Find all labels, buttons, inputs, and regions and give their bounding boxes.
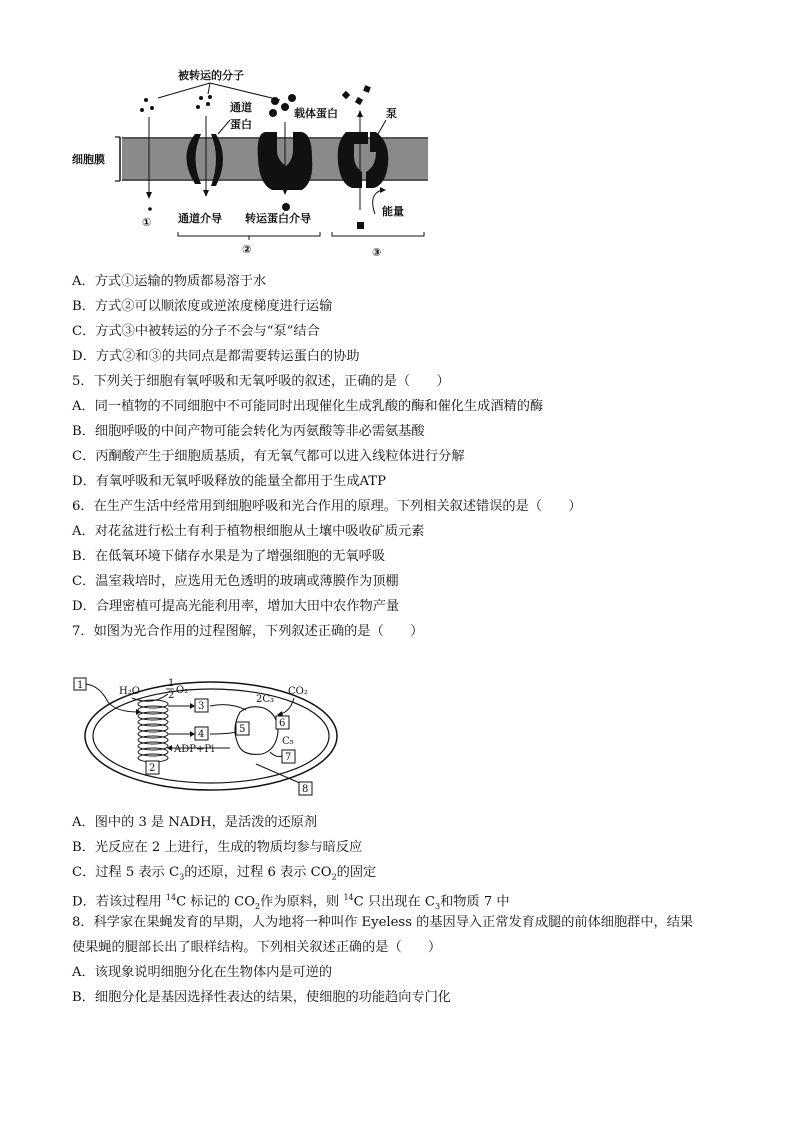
box-6: 6 bbox=[279, 718, 286, 729]
q7-option-b: B．光反应在 2 上进行，生成的物质均参与暗反应 bbox=[72, 840, 363, 855]
channel-mediated-label: 通道介导 bbox=[178, 212, 222, 225]
q6-option-d: D．合理密植可提高光能利用率，增加大田中农作物产量 bbox=[72, 599, 400, 614]
box-2: 2 bbox=[149, 763, 156, 774]
box-7: 7 bbox=[285, 752, 292, 763]
carrier-protein-label: 载体蛋白 bbox=[294, 107, 338, 120]
q4-option-d: D．方式②和③的共同点是都需要转运蛋白的协助 bbox=[72, 349, 360, 364]
q7-option-c: C．过程 5 表示 $C_3$的还原，过程 6 表示 $CO_2$的固定 bbox=[72, 865, 377, 882]
carrier-mediated-label: 转运蛋白介导 bbox=[245, 212, 311, 225]
co2-label: CO₂ bbox=[288, 686, 308, 697]
q8-stem-line1: 8．科学家在果蝇发育的早期，人为地将一种叫作 Eyeless 的基因导入正常发育成腿的前体细胞群中，结果 bbox=[72, 915, 694, 930]
channel-protein-label-1: 通道 bbox=[230, 101, 252, 114]
channel-protein-label-2: 蛋白 bbox=[230, 118, 252, 131]
q6-stem: 6．在生产生活中经常用到细胞呼吸和光合作用的原理。下列相关叙述错误的是（ ） bbox=[72, 499, 582, 514]
c3-label: 2C₃ bbox=[256, 694, 275, 705]
transported-molecule-label: 被转运的分子 bbox=[178, 69, 244, 82]
box-4: 4 bbox=[198, 729, 205, 740]
box-5: 5 bbox=[239, 724, 246, 735]
half-numerator: 1 bbox=[168, 678, 175, 689]
q4-option-b: B．方式②可以顺浓度或逆浓度梯度进行运输 bbox=[72, 299, 333, 314]
grana-stack bbox=[138, 700, 168, 762]
energy-label: 能量 bbox=[382, 205, 404, 218]
q5-stem: 5．下列关于细胞有氧呼吸和无氧呼吸的叙述，正确的是（ ） bbox=[72, 374, 450, 389]
q7-option-d: D．若该过程用 $^{14}$C 标记的 $CO_2$作为原料，则 $^{14}$C 只出现在 $C_3$和物质 7 中 bbox=[72, 893, 510, 912]
q6-option-a: A．对花盆进行松土有利于植物根细胞从土壤中吸收矿质元素 bbox=[72, 524, 425, 539]
photosynthesis-figure bbox=[70, 672, 340, 802]
q4-option-c: C．方式③中被转运的分子不会与“泵”结合 bbox=[72, 324, 320, 339]
q8-option-a: A．该现象说明细胞分化在生物体内是可逆的 bbox=[72, 965, 333, 980]
q7-option-a: A．图中的 3 是 NADH，是活泼的还原剂 bbox=[72, 815, 318, 830]
q5-option-c: C．丙酮酸产生于细胞质基质，有无氧气都可以进入线粒体进行分解 bbox=[72, 449, 465, 464]
q5-option-b: B．细胞呼吸的中间产物可能会转化为丙氨酸等非必需氨基酸 bbox=[72, 424, 425, 439]
box-1: 1 bbox=[77, 680, 84, 691]
q8-stem-line2: 使果蝇的腿部长出了眼样结构。下列相关叙述正确的是（ ） bbox=[72, 940, 442, 955]
q4-option-a: A．方式①运输的物质都易溶于水 bbox=[72, 274, 267, 289]
q5-option-d: D．有氧呼吸和无氧呼吸释放的能量全都用于生成ATP bbox=[72, 474, 386, 489]
box-8: 8 bbox=[302, 784, 309, 795]
adp-pi-label: ADP+Pi bbox=[174, 744, 215, 755]
mode2-label: ② bbox=[242, 243, 252, 256]
membrane-transport-figure bbox=[70, 62, 432, 260]
half-denominator: 2 bbox=[168, 690, 175, 701]
mode1-label: ① bbox=[142, 216, 152, 229]
q6-option-c: C．温室栽培时，应选用无色透明的玻璃或薄膜作为顶棚 bbox=[72, 574, 399, 589]
membrane-label: 细胞膜 bbox=[72, 153, 105, 166]
h2o-label: H₂O bbox=[119, 686, 140, 697]
q5-option-a: A．同一植物的不同细胞中不可能同时出现催化生成乳酸的酶和催化生成酒精的酶 bbox=[72, 399, 544, 414]
mode3-label: ③ bbox=[372, 246, 382, 259]
q7-stem: 7．如图为光合作用的过程图解，下列叙述正确的是（ ） bbox=[72, 624, 424, 639]
q6-option-b: B．在低氧环境下储存水果是为了增强细胞的无氧呼吸 bbox=[72, 549, 386, 564]
q8-option-b: B．细胞分化是基因选择性表达的结果，使细胞的功能趋向专门化 bbox=[72, 990, 451, 1005]
c5-label: C₅ bbox=[282, 736, 294, 747]
pump-label: 泵 bbox=[386, 107, 397, 120]
o2-label: O₂ bbox=[176, 685, 189, 696]
box-3: 3 bbox=[198, 701, 205, 712]
chloroplast-outer bbox=[85, 682, 337, 790]
